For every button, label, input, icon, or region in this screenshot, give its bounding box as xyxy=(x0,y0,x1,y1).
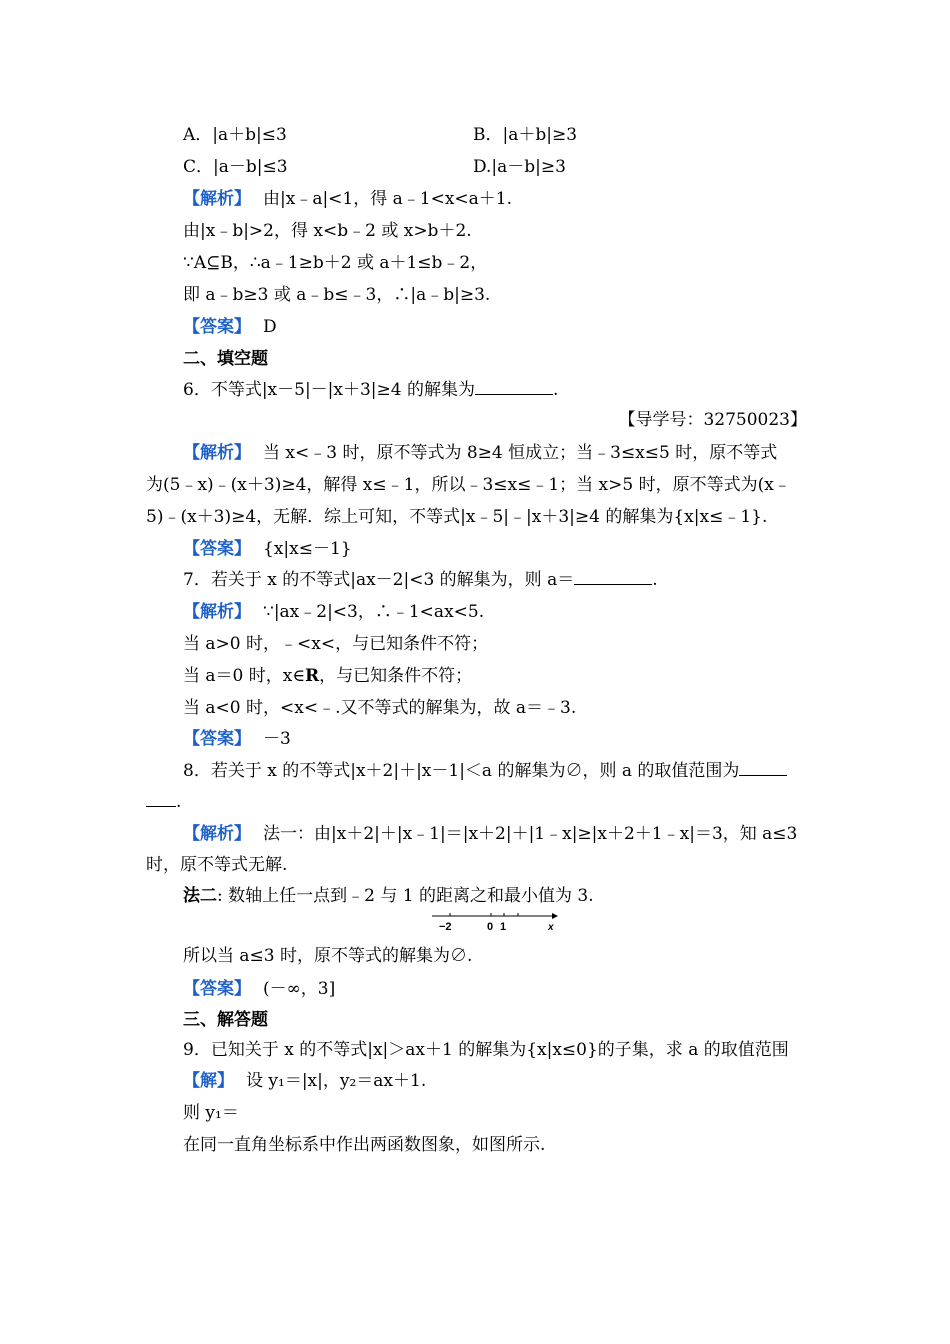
q6-answer: 【答案】 {x|x≤－1} xyxy=(183,539,352,559)
q5-analysis-line: 即 a﹣b≥3 或 a﹣b≤﹣3，∴|a﹣b|≥3. xyxy=(183,285,491,305)
q5-analysis-line: 由|x﹣b|>2，得 x<b﹣2 或 x>b＋2. xyxy=(183,221,472,241)
answer-tag: 【答案】 xyxy=(183,729,251,749)
answer-blank xyxy=(739,759,787,776)
option-c: C．|a－b|≤3 xyxy=(183,157,288,177)
section-heading: 二、填空题 xyxy=(183,349,268,369)
tick-label: 1 xyxy=(500,921,507,933)
q7-stem: 7．若关于 x 的不等式|ax－2|<3 的解集为，则 a＝ . xyxy=(183,570,658,590)
q6-stem: 6．不等式|x－5|－|x＋3|≥4 的解集为 . xyxy=(183,380,559,400)
option-b: B．|a＋b|≥3 xyxy=(473,125,578,145)
q7-analysis-line: 当 a<0 时，<x<﹣.又不等式的解集为，故 a＝﹣3. xyxy=(183,698,577,718)
analysis-tag: 【解析】 xyxy=(183,824,251,844)
q6-analysis-line: 【解析】 当 x<﹣3 时，原不等式为 8≥4 恒成立；当﹣3≤x≤5 时，原不等式 xyxy=(183,443,778,463)
axis-label: x xyxy=(548,922,554,933)
analysis-tag: 【解析】 xyxy=(183,189,251,209)
q9-solution-line: 在同一直角坐标系中作出两函数图象，如图所示. xyxy=(183,1135,546,1155)
answer-blank xyxy=(475,378,553,395)
q6-analysis-line: 为(5﹣x)﹣(x＋3)≥4，解得 x≤﹣1，所以﹣3≤x≤﹣1；当 x>5 时，原不等式为(x﹣ xyxy=(146,475,791,495)
q9-solution-line: 【解】 设 y₁＝|x|，y₂＝ax＋1. xyxy=(183,1071,427,1091)
number-line-figure xyxy=(430,910,560,934)
answer-blank xyxy=(146,790,176,807)
q9-stem: 9．已知关于 x 的不等式|x|＞ax＋1 的解集为{x|x≤0}的子集，求 a 的取值范围 xyxy=(183,1040,789,1060)
q7-analysis-line: 【解析】 ∵|ax﹣2|<3，∴﹣1<ax<5. xyxy=(183,602,485,622)
option-d: D.|a－b|≥3 xyxy=(473,157,566,177)
q7-answer: 【答案】 －3 xyxy=(183,729,291,749)
answer-tag: 【答案】 xyxy=(183,979,251,999)
q8-stem: 8．若关于 x 的不等式|x＋2|＋|x－1|＜a 的解集为∅，则 a 的取值范围为 xyxy=(183,759,787,783)
q8-analysis-line: 时，原不等式无解. xyxy=(146,855,288,875)
q5-analysis-line: 【解析】 由|x﹣a|<1，得 a﹣1<x<a＋1. xyxy=(183,189,513,209)
tick-label: 0 xyxy=(487,921,494,933)
answer-tag: 【答案】 xyxy=(183,539,251,559)
q8-method2: 法二: 数轴上任一点到﹣2 与 1 的距离之和最小值为 3. xyxy=(183,886,594,906)
analysis-tag: 【解析】 xyxy=(183,443,251,463)
q9-solution-line: 则 y₁＝ xyxy=(183,1103,239,1123)
q8-analysis-line: 【解析】 法一：由|x＋2|＋|x﹣1|＝|x＋2|＋|1﹣x|≥|x＋2＋1﹣x|＝3，知 a≤3 xyxy=(183,824,798,844)
q7-analysis-line: 当 a>0 时，﹣<x<，与已知条件不符； xyxy=(183,634,489,654)
q7-analysis-line: 当 a＝0 时，x∈R，与已知条件不符； xyxy=(183,666,473,686)
option-a: A．|a＋b|≤3 xyxy=(183,125,287,145)
q5-answer: 【答案】 D xyxy=(183,317,277,337)
tick-label: −2 xyxy=(439,921,452,933)
q6-analysis-line: 5)﹣(x＋3)≥4，无解．综上可知，不等式|x﹣5|﹣|x＋3|≥4 的解集为{x|x≤﹣1}. xyxy=(146,507,768,527)
solution-tag: 【解】 xyxy=(183,1071,234,1091)
guide-number: 【导学号：32750023】 xyxy=(618,410,807,430)
section-heading: 三、解答题 xyxy=(183,1010,268,1030)
q5-analysis-line: ∵A⊆B，∴a﹣1≥b＋2 或 a＋1≤b﹣2， xyxy=(183,253,488,273)
answer-blank xyxy=(574,568,652,585)
q8-stem-cont: . xyxy=(146,790,181,814)
analysis-tag: 【解析】 xyxy=(183,602,251,622)
q8-answer: 【答案】 (－∞，3] xyxy=(183,979,336,999)
q8-analysis-line: 所以当 a≤3 时，原不等式的解集为∅. xyxy=(183,946,473,966)
answer-tag: 【答案】 xyxy=(183,317,251,337)
axis-arrow xyxy=(552,913,558,919)
